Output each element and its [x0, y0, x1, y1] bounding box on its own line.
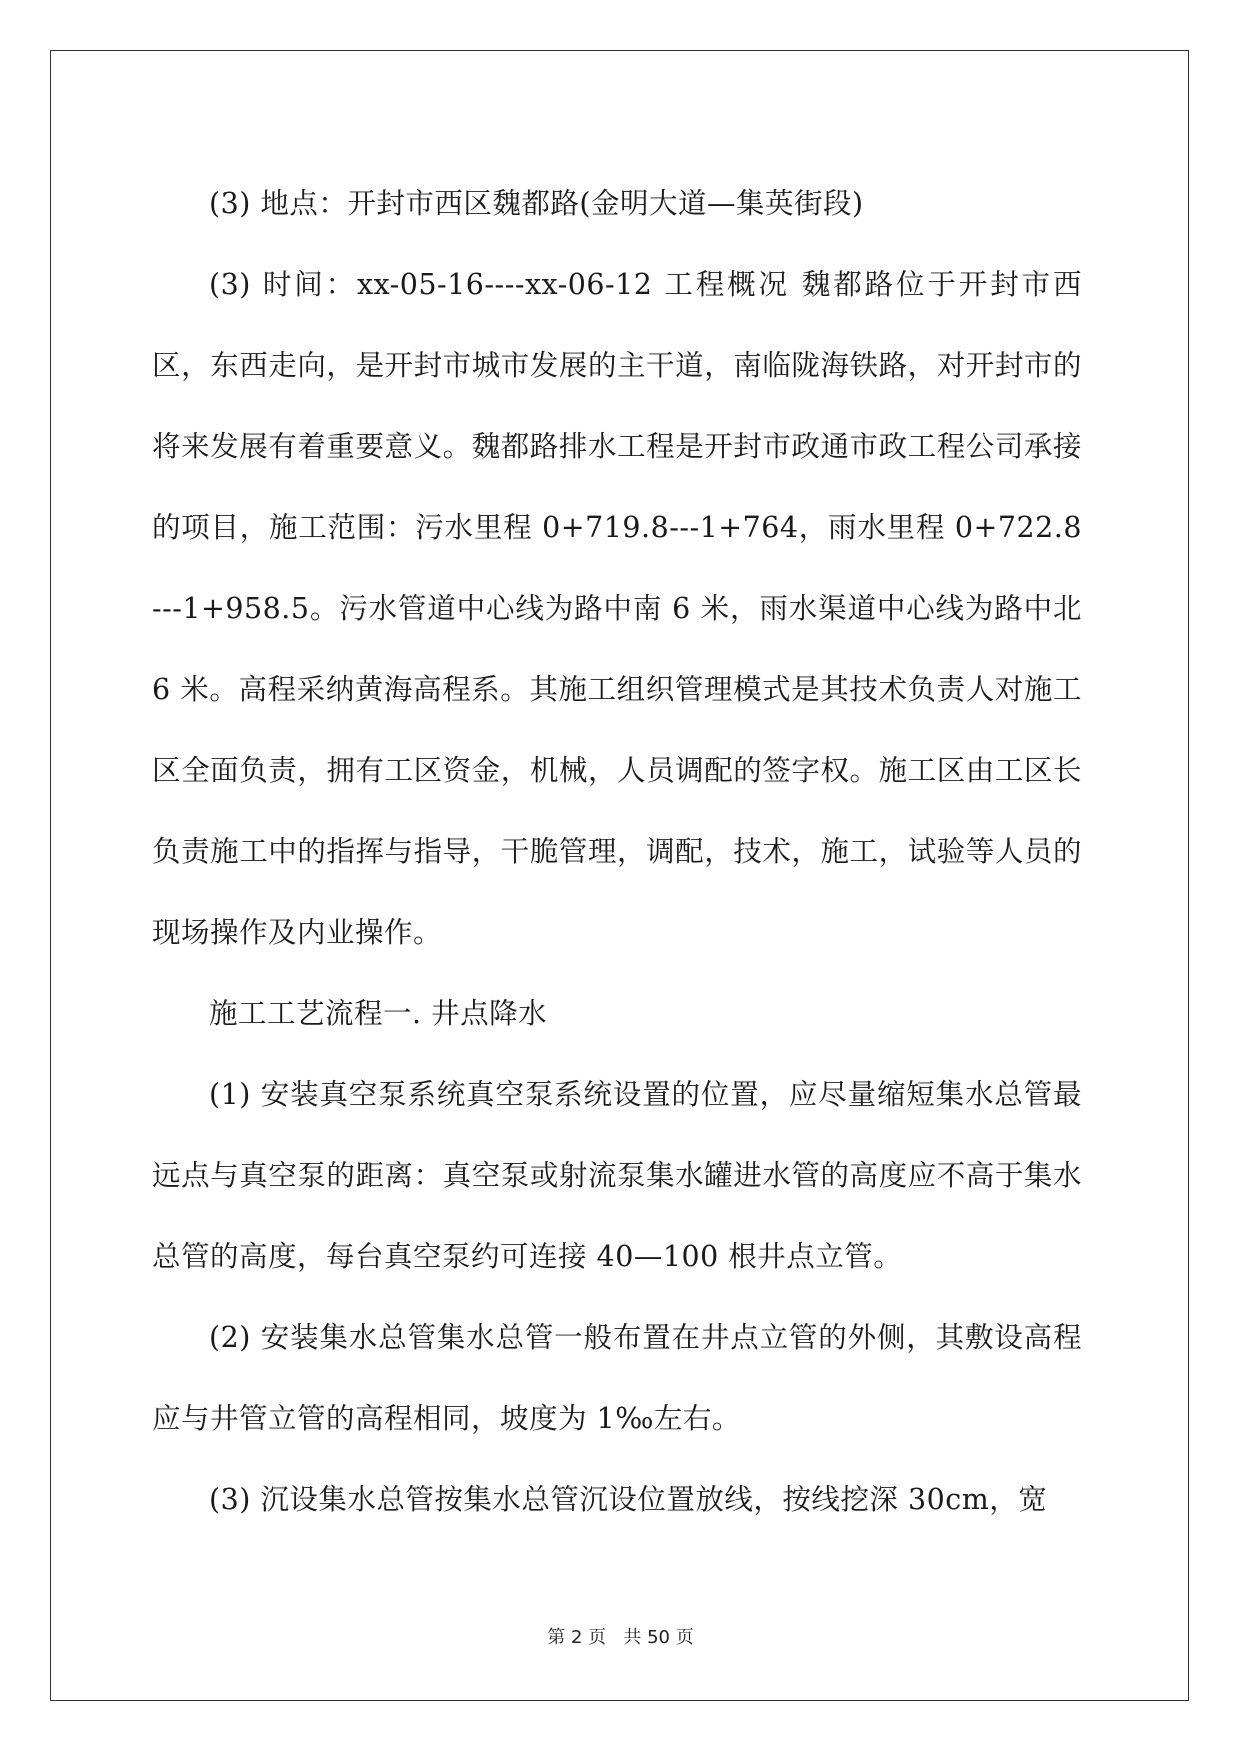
paragraph-vacuum-pump: (1) 安装真空泵系统真空泵系统设置的位置，应尽量缩短集水总管最远点与真空泵的距离：真空泵或射流泵集水罐进水管的高度应不高于集水总管的高度，每台真空泵约可连接 40—100 根井点立管。 [152, 1078, 1082, 1273]
paragraph-process-heading: 施工工艺流程一. 井点降水 [209, 997, 548, 1030]
paragraph-sink-pipe: (3) 沉设集水总管按集水总管沉设位置放线，按线挖深 30cm，宽 [209, 1483, 1048, 1516]
document-body [152, 163, 1082, 1540]
paragraph-collector-pipe: (2) 安装集水总管集水总管一般布置在井点立管的外侧，其敷设高程应与井管立管的高程相同，坡度为 1‰左右。 [152, 1321, 1082, 1435]
page-number: 第 2 页 [547, 1627, 607, 1648]
paragraph-location: (3) 地点：开封市西区魏都路(金明大道—集英街段) [209, 187, 864, 220]
page-total: 共 50 页 [623, 1627, 694, 1648]
page-footer [0, 1626, 1241, 1650]
paragraph-time-overview: (3) 时间：xx-05-16----xx-06-12 工程概况 魏都路位于开封市西区，东西走向，是开封市城市发展的主干道，南临陇海铁路，对开封市的将来发展有着重要意义。魏都路排水工程是开封市政通市政工程公司承接的项目，施工范围：污水里程 0+719.8---1+764，雨水里程 0+722.8---1+958.5。污水管道中心线为路中南 6 米，雨水渠道中心线为路中北 6 米。高程采纳黄海高程系。其施工组织管理模式是其技术负责人对施工区全面负责，拥有工区资金，机械，人员调配的签字权。施工区由工区长负责施工中的指挥与指导，干脆管理，调配，技术，施工，试验等人员的现场操作及内业操作。 [152, 268, 1082, 949]
